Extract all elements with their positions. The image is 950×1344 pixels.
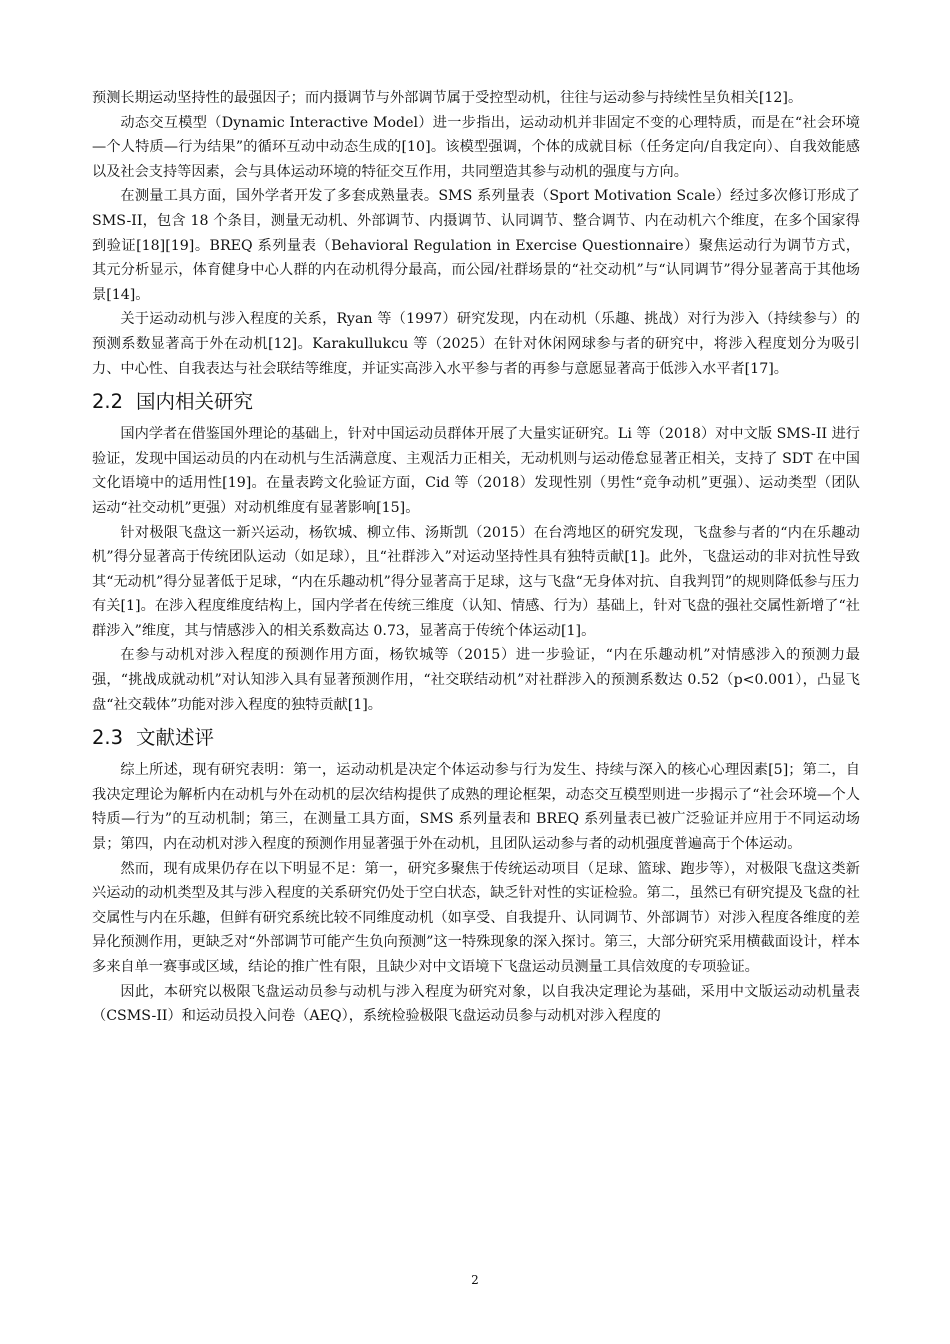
section-number: 2.3 (92, 726, 124, 750)
paragraph: 在测量工具方面，国外学者开发了多套成熟量表。SMS 系列量表（Sport Motivation Scale）经过多次修订形成了 SMS-II，包含 18 个条目，测量无动机、外部调节、内摄调节、认同调节、整合调节、内在动机六个维度，在多个国家得到验证[18][19]。BREQ 系列量表（Behavioral Regulation in Exercise Questionnaire）聚焦运动行为调节方式，其元分析显示，体育健身中心人群的内在动机得分最高，而公园/社群场景的“社交动机”与“认同调节”得分显著高于其他场景[14]。 (92, 188, 860, 303)
paragraph: 针对极限飞盘这一新兴运动，杨钦城、柳立伟、汤斯凯（2015）在台湾地区的研究发现，飞盘参与者的“内在乐趣动机”得分显著高于传统团队运动（如足球），且“社群涉入”对运动坚持性具有独特贡献[1]。此外，飞盘运动的非对抗性导致其“无动机”得分显著低于足球，“内在乐趣动机”得分显著高于足球，这与飞盘“无身体对抗、自我判罚”的规则降低参与压力有关[1]。在涉入程度维度结构上，国内学者在传统三维度（认知、情感、行为）基础上，针对飞盘的强社交属性新增了“社群涉入”维度，其与情感涉入的相关系数高达 0.73，显著高于传统个体运动[1]。 (92, 524, 860, 639)
paragraph: 综上所述，现有研究表明：第一，运动动机是决定个体运动参与行为发生、持续与深入的核心心理因素[5]；第二，自我决定理论为解析内在动机与外在动机的层次结构提供了成熟的理论框架，动态交互模型则进一步揭示了“社会环境—个人特质—行为”的互动机制；第三，在测量工具方面，SMS 系列量表和 BREQ 系列量表已被广泛验证并应用于不同运动场景；第四，内在动机对涉入程度的预测作用显著强于外在动机，且团队运动参与者的动机强度普遍高于个体运动。 (92, 762, 860, 853)
section-title: 文献述评 (136, 726, 215, 750)
paragraph: 然而，现有成果仍存在以下明显不足：第一，研究多聚焦于传统运动项目（足球、篮球、跑步等），对极限飞盘这类新兴运动的动机类型及其与涉入程度的关系研究仍处于空白状态，缺乏针对性的实证检验。第二，虽然已有研究提及飞盘的社交属性与内在乐趣，但鲜有研究系统比较不同维度动机（如享受、自我提升、认同调节、外部调节）对涉入程度各维度的差异化预测作用，更缺乏对“外部调节可能产生负向预测”这一特殊现象的深入探讨。第三，大部分研究采用横截面设计，样本多来自单一赛事或区域，结论的推广性有限，且缺少对中文语境下飞盘运动员测量工具信效度的专项验证。 (92, 860, 860, 975)
paragraph: 关于运动动机与涉入程度的关系，Ryan 等（1997）研究发现，内在动机（乐趣、挑战）对行为涉入（持续参与）的预测系数显著高于外在动机[12]。Karakullukcu 等（2025）在针对休闲网球参与者的研究中，将涉入程度划分为吸引力、中心性、自我表达与社会联结等维度，并证实高涉入水平参与者的再参与意愿显著高于低涉入水平者[17]。 (92, 311, 860, 377)
section-title: 国内相关研究 (136, 390, 254, 414)
section-heading-2-2 (92, 387, 860, 417)
paragraph: 动态交互模型（Dynamic Interactive Model）进一步指出，运动动机并非固定不变的心理特质，而是在“社会环境—个人特质—行为结果”的循环互动中动态生成的[10]。该模型强调，个体的成就目标（任务定向/自我定向）、自我效能感以及社会支持等因素，会与具体运动环境的特征交互作用，共同塑造其参与动机的强度与方向。 (92, 114, 860, 180)
paragraph: 因此，本研究以极限飞盘运动员参与动机与涉入程度为研究对象，以自我决定理论为基础，采用中文版运动动机量表（CSMS-II）和运动员投入问卷（AEQ），系统检验极限飞盘运动员参与动机对涉入程度的 (92, 983, 860, 1025)
paragraph: 预测长期运动坚持性的最强因子；而内摄调节与外部调节属于受控型动机，往往与运动参与持续性呈负相关[12]。 (92, 90, 803, 106)
section-number: 2.2 (92, 390, 124, 414)
page-number: 2 (471, 1273, 479, 1287)
paragraph: 在参与动机对涉入程度的预测作用方面，杨钦城等（2015）进一步验证，“内在乐趣动机”对情感涉入的预测力最强，“挑战成就动机”对认知涉入具有显著预测作用，“社交联结动机”对社群涉入的预测系数达 0.52（p<0.001），凸显飞盘“社交载体”功能对涉入程度的独特贡献[1]。 (92, 647, 860, 713)
section-heading-2-3 (92, 723, 860, 753)
page-body (92, 86, 860, 1029)
paragraph: 国内学者在借鉴国外理论的基础上，针对中国运动员群体开展了大量实证研究。Li 等（2018）对中文版 SMS-II 进行验证，发现中国运动员的内在动机与生活满意度、主观活力正相关，无动机则与运动倦怠显著正相关，支持了 SDT 在中国文化语境中的适用性[19]。在量表跨文化验证方面，Cid 等（2018）发现性别（男性“竞争动机”更强）、运动类型（团队运动“社交动机”更强）对动机维度有显著影响[15]。 (92, 426, 860, 516)
